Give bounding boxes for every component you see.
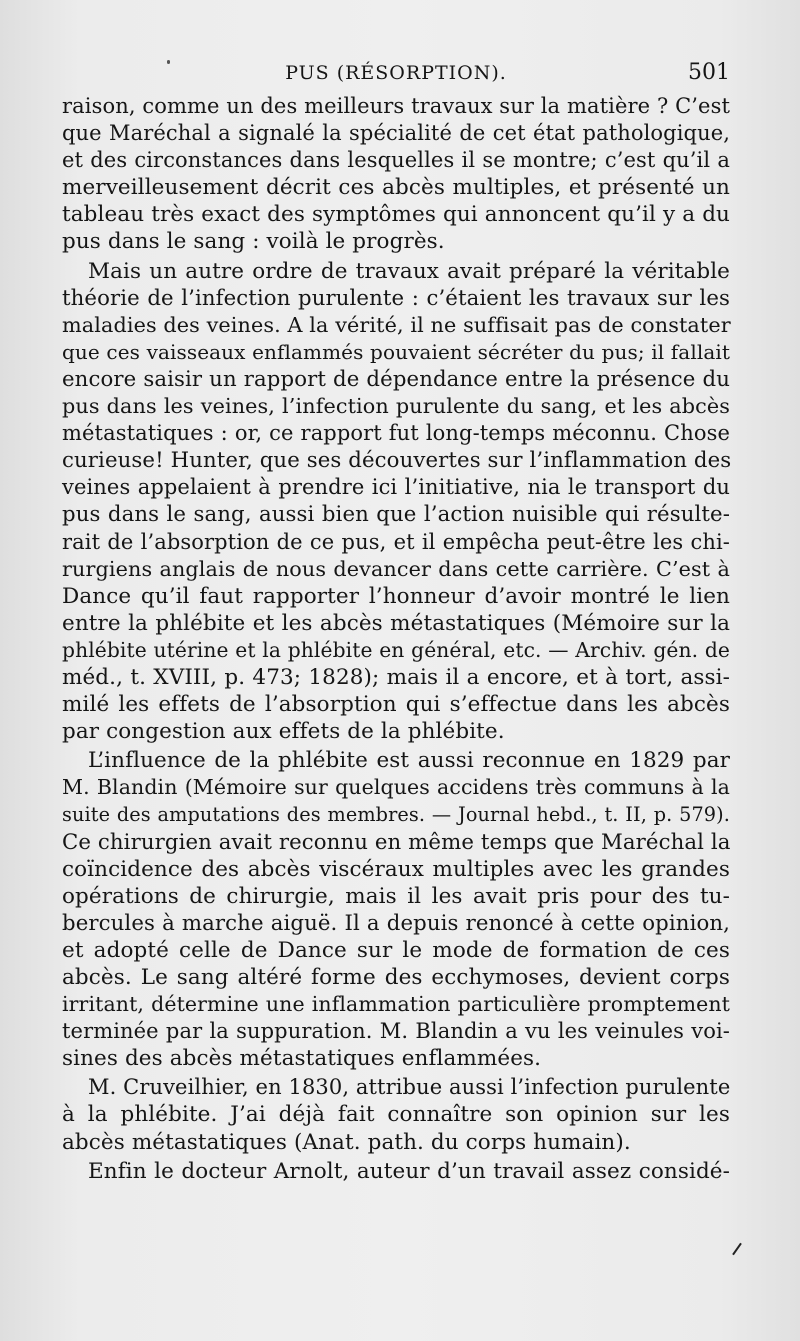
text-line: Mais un autre ordre de travaux avait préparé la véritable [88,258,730,284]
text-line: Dance qu’il faut rapporter l’honneur d’avoir montré le lien [62,583,730,609]
text-line: merveilleusement décrit ces abcès multiples, et présenté un [62,175,730,201]
text-line: abcès. Le sang altéré forme des ecchymoses, devient corps [62,965,730,990]
text-line: métastatiques : or, ce rapport fut long-temps méconnu. Chose [62,421,730,446]
text-line: que ces vaisseaux enflammés pouvaient sécréter du pus; il fallait [62,339,730,364]
text-line: tableau très exact des symptômes qui annoncent qu’il y a du [62,202,730,228]
page-number: 501 [688,60,730,85]
text-line: Ce chirurgien avait reconnu en même temps que Maréchal la [62,829,731,855]
text-line: pus dans les veines, l’infection purulente du sang, et les abcès [62,394,730,419]
text-line: pus dans le sang, aussi bien que l’action nuisible qui résulte- [62,502,730,528]
text-line: entre la phlébite et les abcès métastatiques (Mémoire sur la [62,610,730,636]
text-line: à la phlébite. J’ai déjà fait connaître son opinion sur les [62,1102,730,1128]
text-line: raison, comme un des meilleurs travaux sur la matière ? C’est [62,94,730,118]
paragraph [62,747,730,1072]
ink-mark [732,1243,742,1256]
text-line: et adopté celle de Dance sur le mode de formation de ces [62,937,730,963]
text-line: irritant, détermine une inflammation particulière promptement [62,992,730,1017]
text-line: L’influence de la phlébite est aussi reconnue en 1829 par [88,748,730,774]
text-line: encore saisir un rapport de dépendance entre la présence du [62,366,730,392]
text-line: rurgiens anglais de nous devancer dans cette carrière. C’est à [62,556,730,581]
text-line: abcès métastatiques (Anat. path. du corps humain). [62,1129,631,1155]
text-line: méd., t. XVIII, p. 473; 1828); mais il a encore, et à tort, assi- [62,664,730,690]
paragraph [62,93,730,256]
text-line: théorie de l’infection purulente : c’étaient les travaux sur les [62,285,730,311]
text-line: que Maréchal a signalé la spécialité de cet état pathologique, [62,121,730,146]
text-line: terminée par la suppuration. M. Blandin a vu les veinules voi- [62,1019,730,1044]
text-line: opérations de chirurgie, mais il les avait pris pour des tu- [62,883,730,909]
text-line: veines appelaient à prendre ici l’initiative, nia le transport du [62,475,730,500]
text-line: phlébite utérine et la phlébite en général, etc. — Archiv. gén. de [62,637,730,662]
text-line: M. Blandin (Mémoire sur quelques accidens très communs à la [62,775,730,800]
text-line: Enfin le docteur Arnolt, auteur d’un travail assez considé- [88,1158,730,1184]
text-line: suite des amputations des membres. — Journal hebd., t. II, p. 579). [62,803,730,827]
text-line: maladies des veines. A la vérité, il ne suffisait pas de constater [62,312,731,337]
body-text [62,93,730,1187]
text-line: milé les effets de l’absorption qui s’effectue dans les abcès [62,692,730,718]
running-head: PUS (RÉSORPTION). [285,62,507,84]
text-line: sines des abcès métastatiques enflammées. [62,1046,542,1072]
text-line: et des circonstances dans lesquelles il se montre; c’est qu’il a [62,148,730,173]
text-line: curieuse! Hunter, que ses découvertes sur l’inflammation des [62,448,732,474]
text-line: M. Cruveilhier, en 1830, attribue aussi l’infection purulente [88,1075,731,1100]
paragraph [62,1158,730,1185]
text-line: bercules à marche aiguë. Il a depuis renoncé à cette opinion, [62,910,730,936]
text-line: coïncidence des abcès viscéraux multiples avec les grandes [62,856,730,882]
text-line: pus dans le sang : voilà le progrès. [62,229,445,255]
text-line: rait de l’absorption de ce pus, et il empêcha peut-être les chi- [62,529,730,554]
paragraph [62,1074,730,1155]
page-header [62,62,730,92]
paragraph [62,258,730,746]
text-line: par congestion aux effets de la phlébite. [62,719,505,745]
